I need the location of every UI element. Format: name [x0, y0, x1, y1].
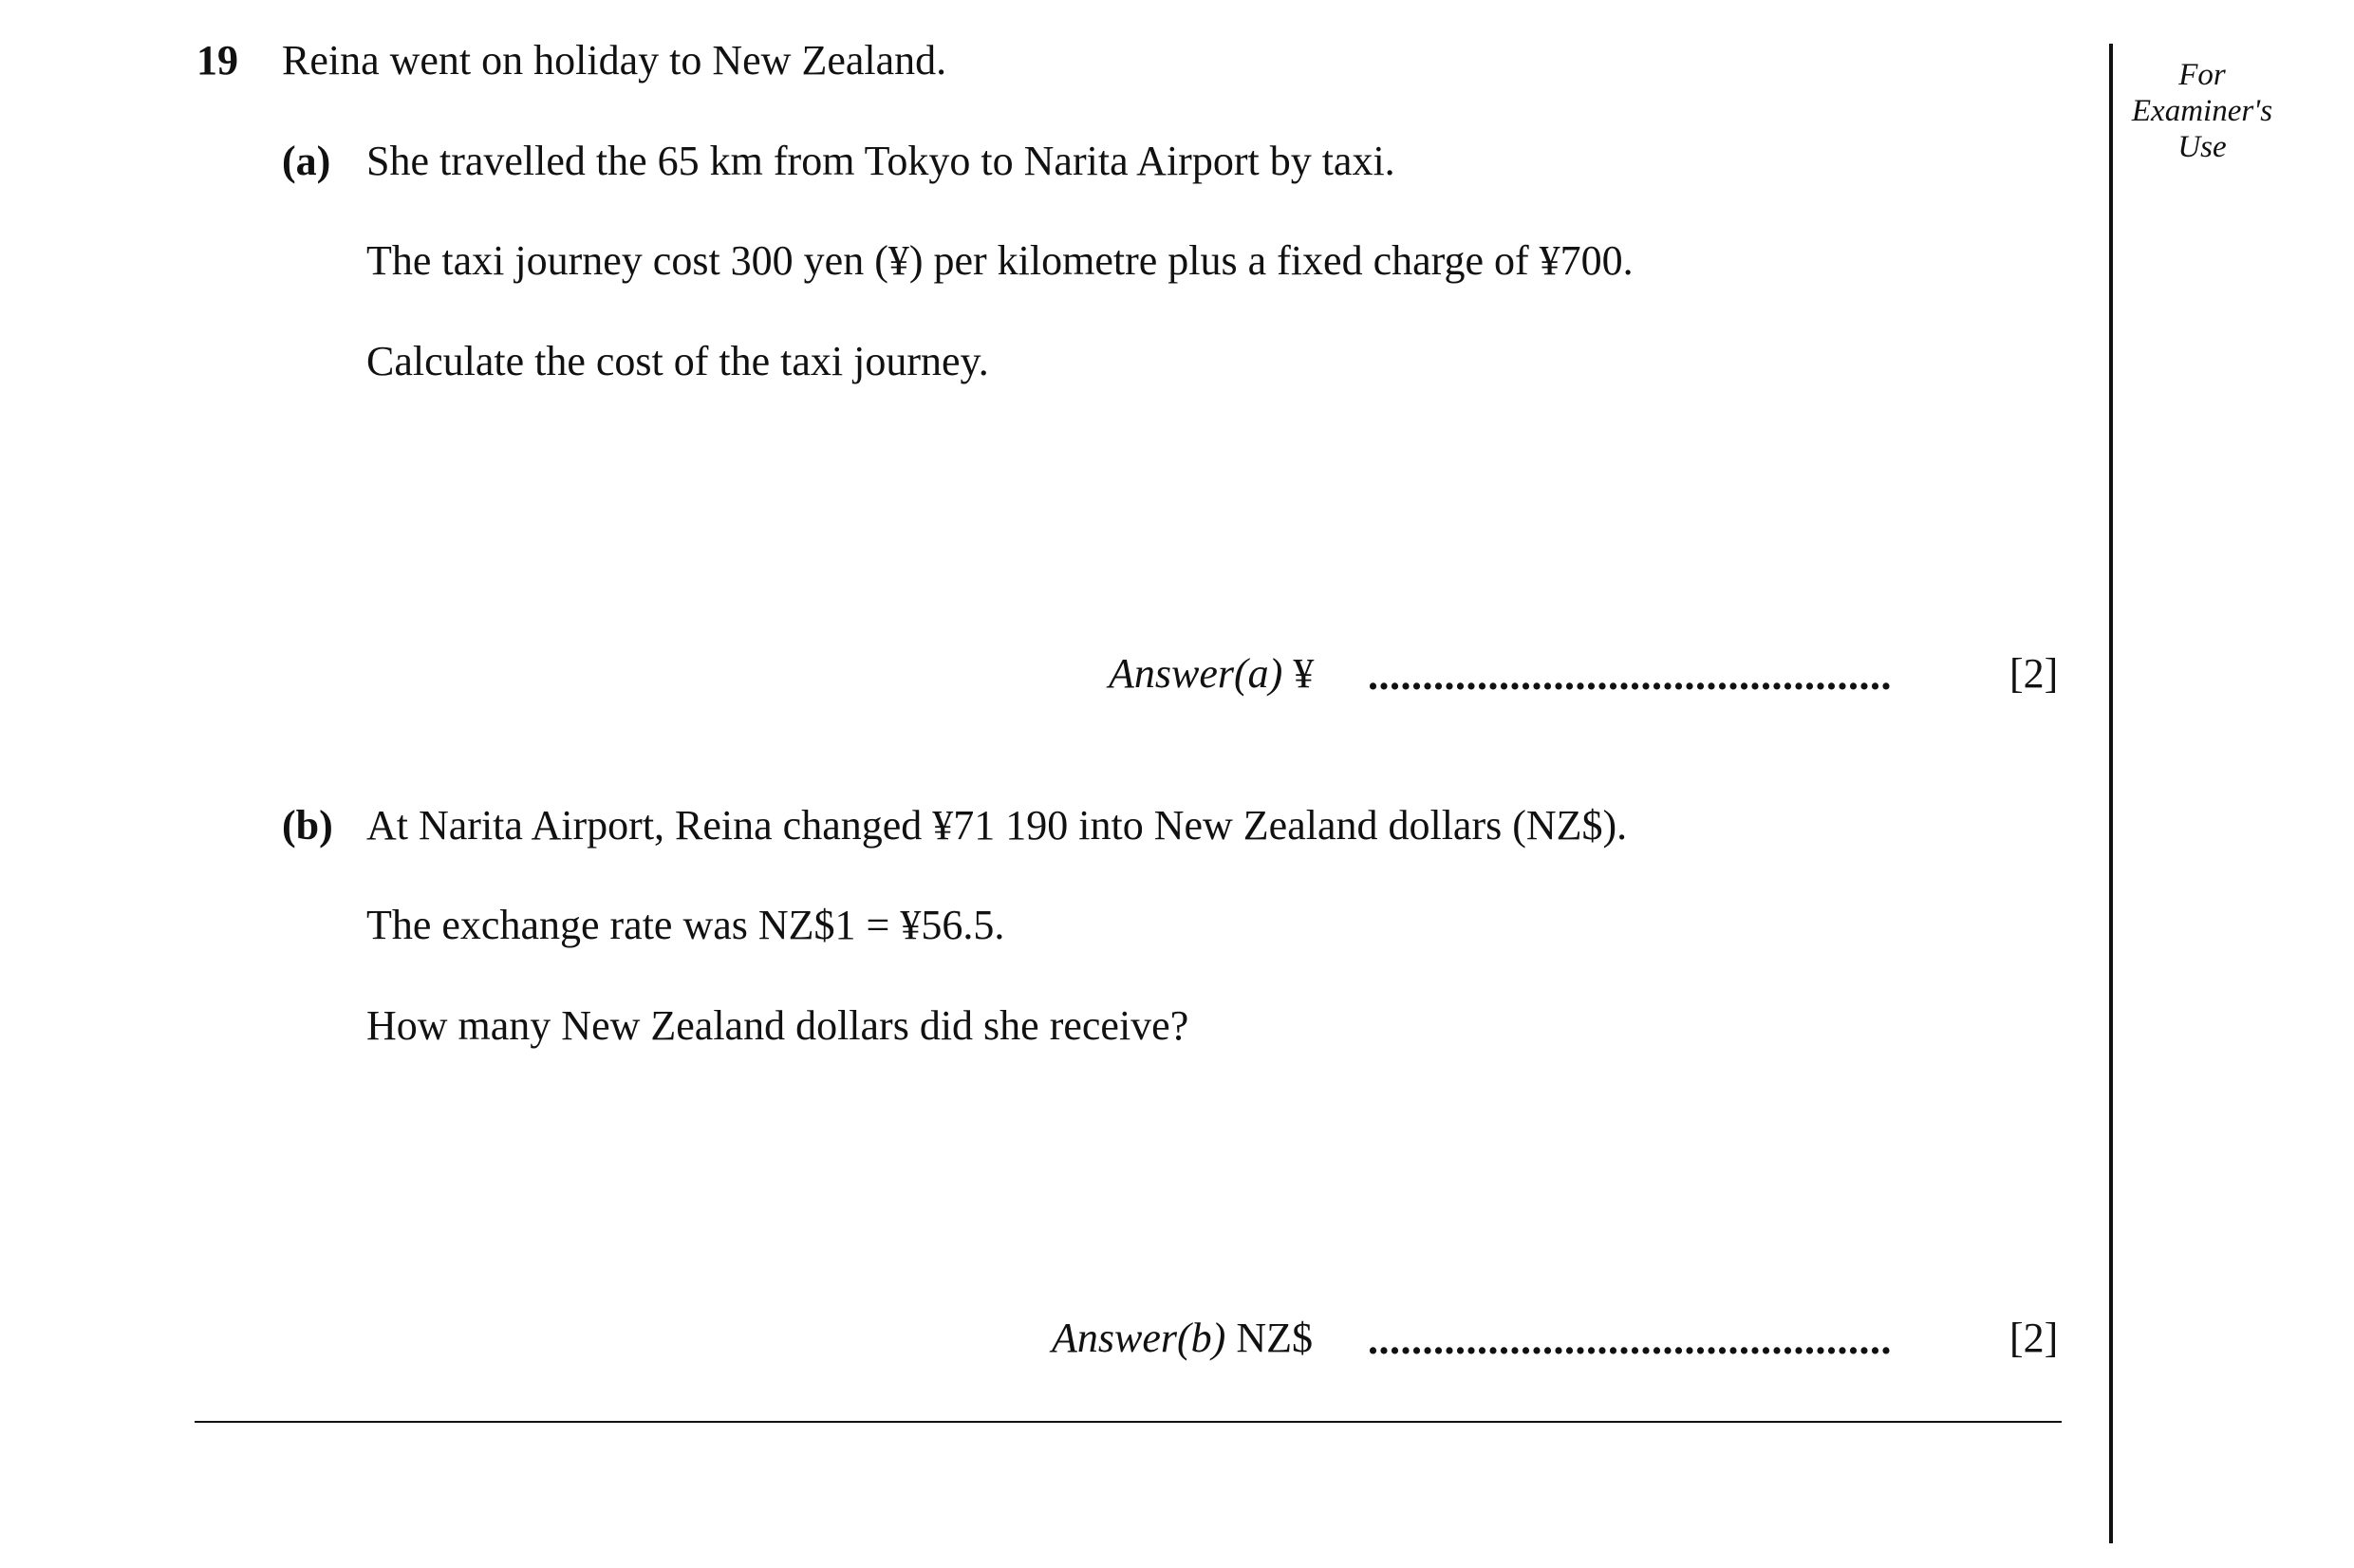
part-a-answer-label: Answer(a): [1109, 650, 1283, 697]
part-a-marks: [2]: [2009, 650, 2059, 697]
examiner-margin-rule: [2109, 44, 2113, 1543]
part-b-line-2: The exchange rate was NZ$1 = ¥56.5.: [366, 902, 1005, 948]
part-b-marks: [2]: [2009, 1315, 2059, 1361]
part-b-answer-prompt: [1052, 1317, 1313, 1359]
question-end-rule: [195, 1421, 2062, 1423]
question-number: 19: [196, 37, 238, 84]
part-a-answer-unit: ¥: [1293, 650, 1315, 697]
part-b-answer-unit: NZ$: [1236, 1315, 1313, 1361]
part-b-line-3: How many New Zealand dollars did she receive?: [366, 1002, 1189, 1049]
part-b-line-1: At Narita Airport, Reina changed ¥71 190 into New Zealand dollars (NZ$).: [366, 802, 1628, 849]
part-a-line-2: The taxi journey cost 300 yen (¥) per kilometre plus a fixed charge of ¥700.: [366, 237, 1634, 284]
part-a-answer-line[interactable]: ................................................: [1368, 652, 1892, 699]
part-a-line-1: She travelled the 65 km from Tokyo to Narita Airport by taxi.: [366, 138, 1395, 184]
examiner-label-line-2: Examiner's: [2131, 94, 2273, 128]
part-b-answer-line[interactable]: ................................................: [1368, 1316, 1892, 1363]
question-intro: Reina went on holiday to New Zealand.: [282, 37, 947, 84]
examiner-label-line-3: Use: [2177, 130, 2227, 164]
examiner-use-box: [2126, 57, 2278, 165]
part-a-answer-prompt: [1109, 650, 1315, 697]
part-b-answer-label: Answer(b): [1052, 1315, 1226, 1361]
part-a-line-3: Calculate the cost of the taxi journey.: [366, 338, 989, 384]
part-a-label: (a): [282, 138, 331, 184]
examiner-label-line-1: For: [2178, 58, 2226, 92]
part-b-label: (b): [282, 802, 333, 849]
